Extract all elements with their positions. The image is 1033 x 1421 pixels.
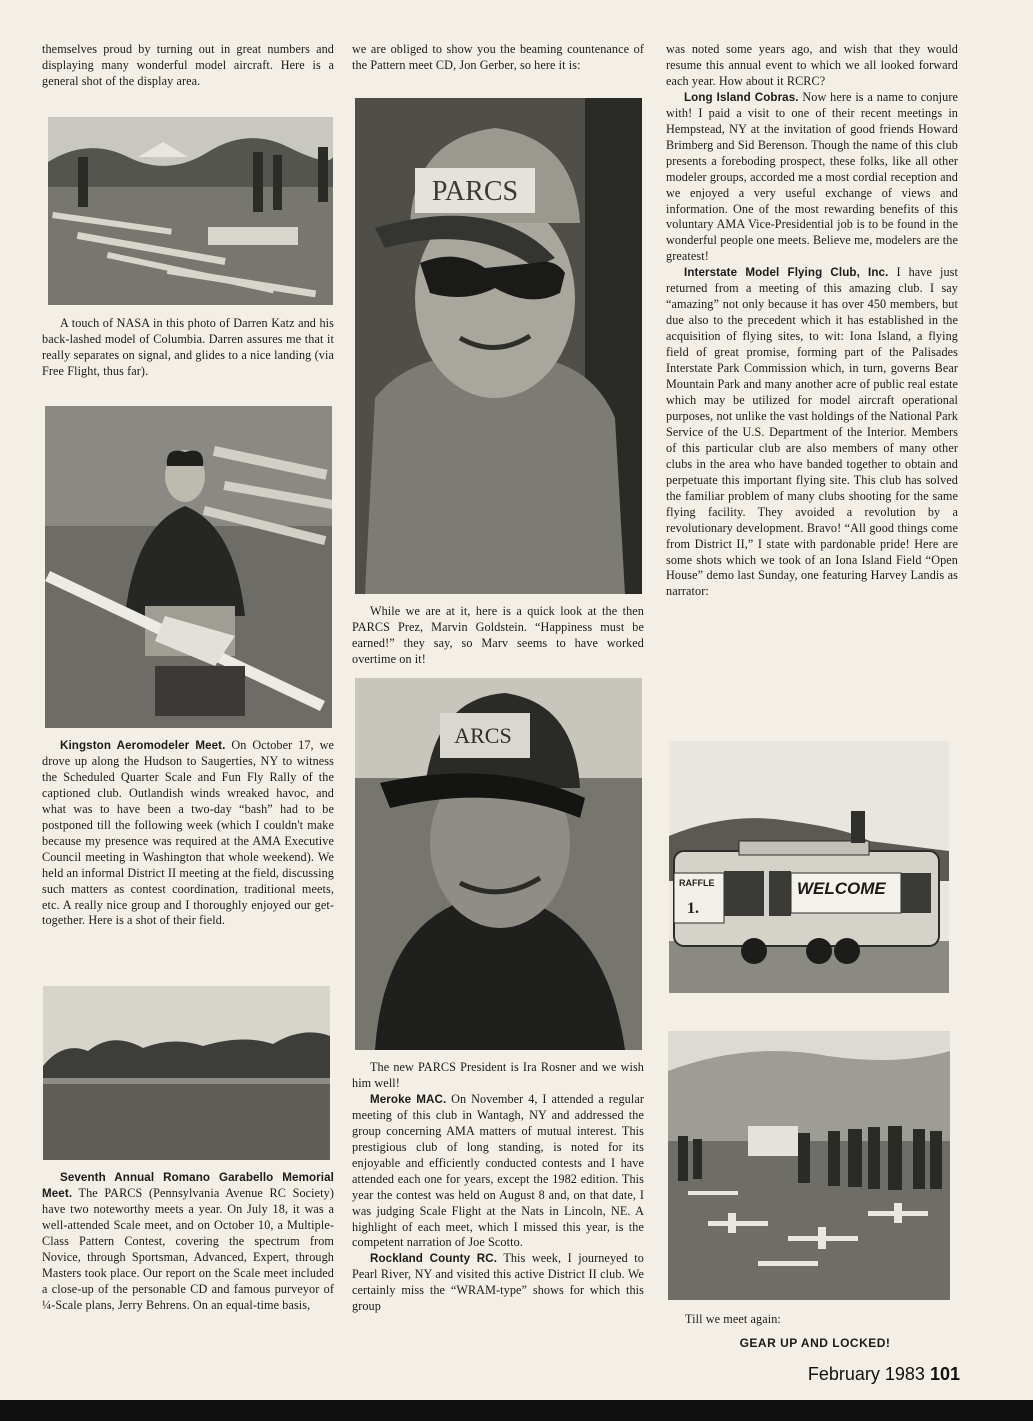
romano-body: The PARCS (Pennsylvania Avenue RC Society) have two noteworthy meets a year. On July 18, it was a well-attended Scale meet, and on October 10, a Multiple-Class Pattern Contest, covering the spectrum from Novice, through Sportsman, Advanced, Expert, through Masters took place. Our report on the Scale meet included a close-up of the personable CD and famous purveyor of ¼-Scale plans, Jerry Behrens. On an equal-time basis, — [42, 1185, 334, 1312]
page-footer — [760, 1364, 960, 1385]
caption-ira-text: The new PARCS President is Ira Rosner and we wish him well! — [352, 1060, 644, 1090]
jon-gerber-photo-image — [355, 98, 642, 594]
col2-intro-text: we are obliged to show you the beaming countenance of the Pattern meet CD, Jon Gerber, so here it is: — [352, 42, 644, 72]
kingston-field-photo-image — [43, 986, 330, 1160]
bus-number-sign: 1. — [687, 900, 699, 917]
jon-gerber-cap-text: PARCS — [431, 176, 519, 207]
meroke-section — [352, 1092, 644, 1252]
interstate-lead: Interstate Model Flying Club, Inc. — [684, 266, 889, 280]
interstate-body: I have just returned from a meeting of this amazing club. I say “amazing” not only because it has over 450 members, but due also to the precedent which it has established in the acquisition of flying sites, to wit: Iona Island, a flying field of great promise, forming part of the Palisades Interstate Park Commission which, in turn, governs Bear Mountain Park and many another acre of public real estate which may be utilized for model aircraft operational purposes, not unlike the vast holdings of the National Park Service of the U.S. Department of the Interior. Members of this particular club are also members of many other clubs in the area who have banded together to obtain and perpetuate this important flying site. This club has solved the familiar problem of many clubs shooting for the same flying facility. They avoided a revolution by a revolutionary development. Bravo! “All good things come from District II,” I state with pardonable pride! Here are some shots which we took of an Iona Island Field “Open House” demo last Sunday, one featuring Harvey Landis as narrator: — [666, 265, 958, 599]
darren-katz-photo — [45, 406, 332, 728]
col2-lower — [352, 1060, 644, 1315]
display-area-photo-image — [48, 117, 333, 305]
meroke-lead: Meroke MAC. — [370, 1092, 447, 1106]
ira-rosner-photo — [355, 678, 642, 1050]
kingston-section — [42, 738, 334, 929]
kingston-lead: Kingston Aeromodeler Meet. — [60, 739, 226, 752]
display-area-photo — [48, 117, 333, 305]
footer-issue: February 1983 — [807, 1364, 925, 1384]
cobras-section — [666, 90, 958, 265]
rockland-section — [352, 1251, 644, 1315]
scan-edge-bar — [0, 1400, 1033, 1421]
caption-nasa-text: A touch of NASA in this photo of Darren Katz and his back-lashed model of Columbia. Darren assures me that it really separates on signal, and glides to a nice landing (via Free Flight, thus far). — [42, 316, 334, 378]
bus-raffle-sign: RAFFLE — [679, 878, 715, 888]
rockland-lead: Rockland County RC. — [370, 1252, 498, 1266]
closing-text: Till we meet again: — [685, 1312, 781, 1326]
interstate-section — [666, 265, 958, 600]
col1-intro — [42, 42, 334, 90]
caption-marvin — [352, 604, 644, 668]
romano-section — [42, 1170, 334, 1314]
darren-katz-photo-image — [45, 406, 332, 728]
footer-page-number: 101 — [929, 1364, 960, 1384]
col3-text — [666, 42, 958, 600]
meroke-body: On November 4, I attended a regular meeting of this club in Wantagh, NY and addressed the group concerning AMA matters of mutual interest. This prestigious club of long standing, is noted for its enjoyable and efficiently conducted contests and I have attended each one for years, except the 1982 edition. This year the contest was held on August 8 and, on that date, I was judging Scale Flight at the Nats in Lincoln, NE. A highlight of each meet, which I missed this year, is the competent narration of Joe Scotto. — [352, 1091, 644, 1250]
cobras-lead: Long Island Cobras. — [684, 90, 799, 104]
ira-rosner-cap-text: ARCS — [454, 723, 512, 748]
iona-bus-photo — [669, 741, 949, 993]
col2-intro — [352, 42, 644, 74]
caption-nasa — [42, 316, 334, 380]
jon-gerber-photo — [355, 98, 642, 594]
ira-rosner-photo-image — [355, 678, 642, 1050]
kingston-body: On October 17, we drove up along the Hudson to Saugerties, NY to witness the Scheduled Quarter Scale and Fun Fly Rally of the captioned club. Outlandish winds wreaked havoc, and what was to have been a two-day “bash” had to be postponed till the following week (which I couldn't make because my presence was required at the AMA Executive Council meeting in Washington that whole weekend). We held an informal District II meeting at the field, discussing such matters as contest coordination, traditional meets, etc. A really nice group and I thoroughly enjoyed our get-together. Here is a shot of their field. — [42, 738, 334, 928]
col3-intro-text: was noted some years ago, and wish that they would resume this annual event to which we all looked forward each year. How about it RCRC? — [666, 42, 958, 88]
closing-block — [685, 1312, 945, 1352]
col1-intro-text: themselves proud by turning out in great numbers and displaying many wonderful model aircraft. Here is a general shot of the display area. — [42, 42, 334, 88]
romano-lead: Seventh Annual Romano Garabello Memorial Meet. — [42, 1171, 334, 1200]
bus-welcome-sign: WELCOME — [797, 879, 886, 898]
iona-field-crowd-photo-image — [668, 1031, 950, 1300]
signoff-text: GEAR UP AND LOCKED! — [739, 1335, 891, 1350]
kingston-field-photo — [43, 986, 330, 1160]
iona-field-crowd-photo — [668, 1031, 950, 1300]
caption-marvin-text: While we are at it, here is a quick look at the then PARCS Prez, Marvin Goldstein. “Happiness must be earned!” they say, so Marv seems to have worked overtime on it! — [352, 604, 644, 666]
iona-bus-photo-image — [669, 741, 949, 993]
cobras-body: Now here is a name to conjure with! I paid a visit to one of their recent meetings in Hempstead, NY at the invitation of good friends Howard Brimberg and Sid Berenson. Though the name of this club presents a foreboding prospect, these folks, like all other modeler groups, accorded me a most cordial reception and we enjoyed a very useful exchange of views and information. One of the most rewarding benefits of this voluntary AMA Vice-Presidential job is to be found in the wonderful people one meets. Believe me, modelers are the greatest! — [666, 89, 958, 264]
rockland-body: This week, I journeyed to Pearl River, NY and visited this active District II club. We certainly miss the “WRAM-type” shows for which this group — [352, 1251, 644, 1314]
